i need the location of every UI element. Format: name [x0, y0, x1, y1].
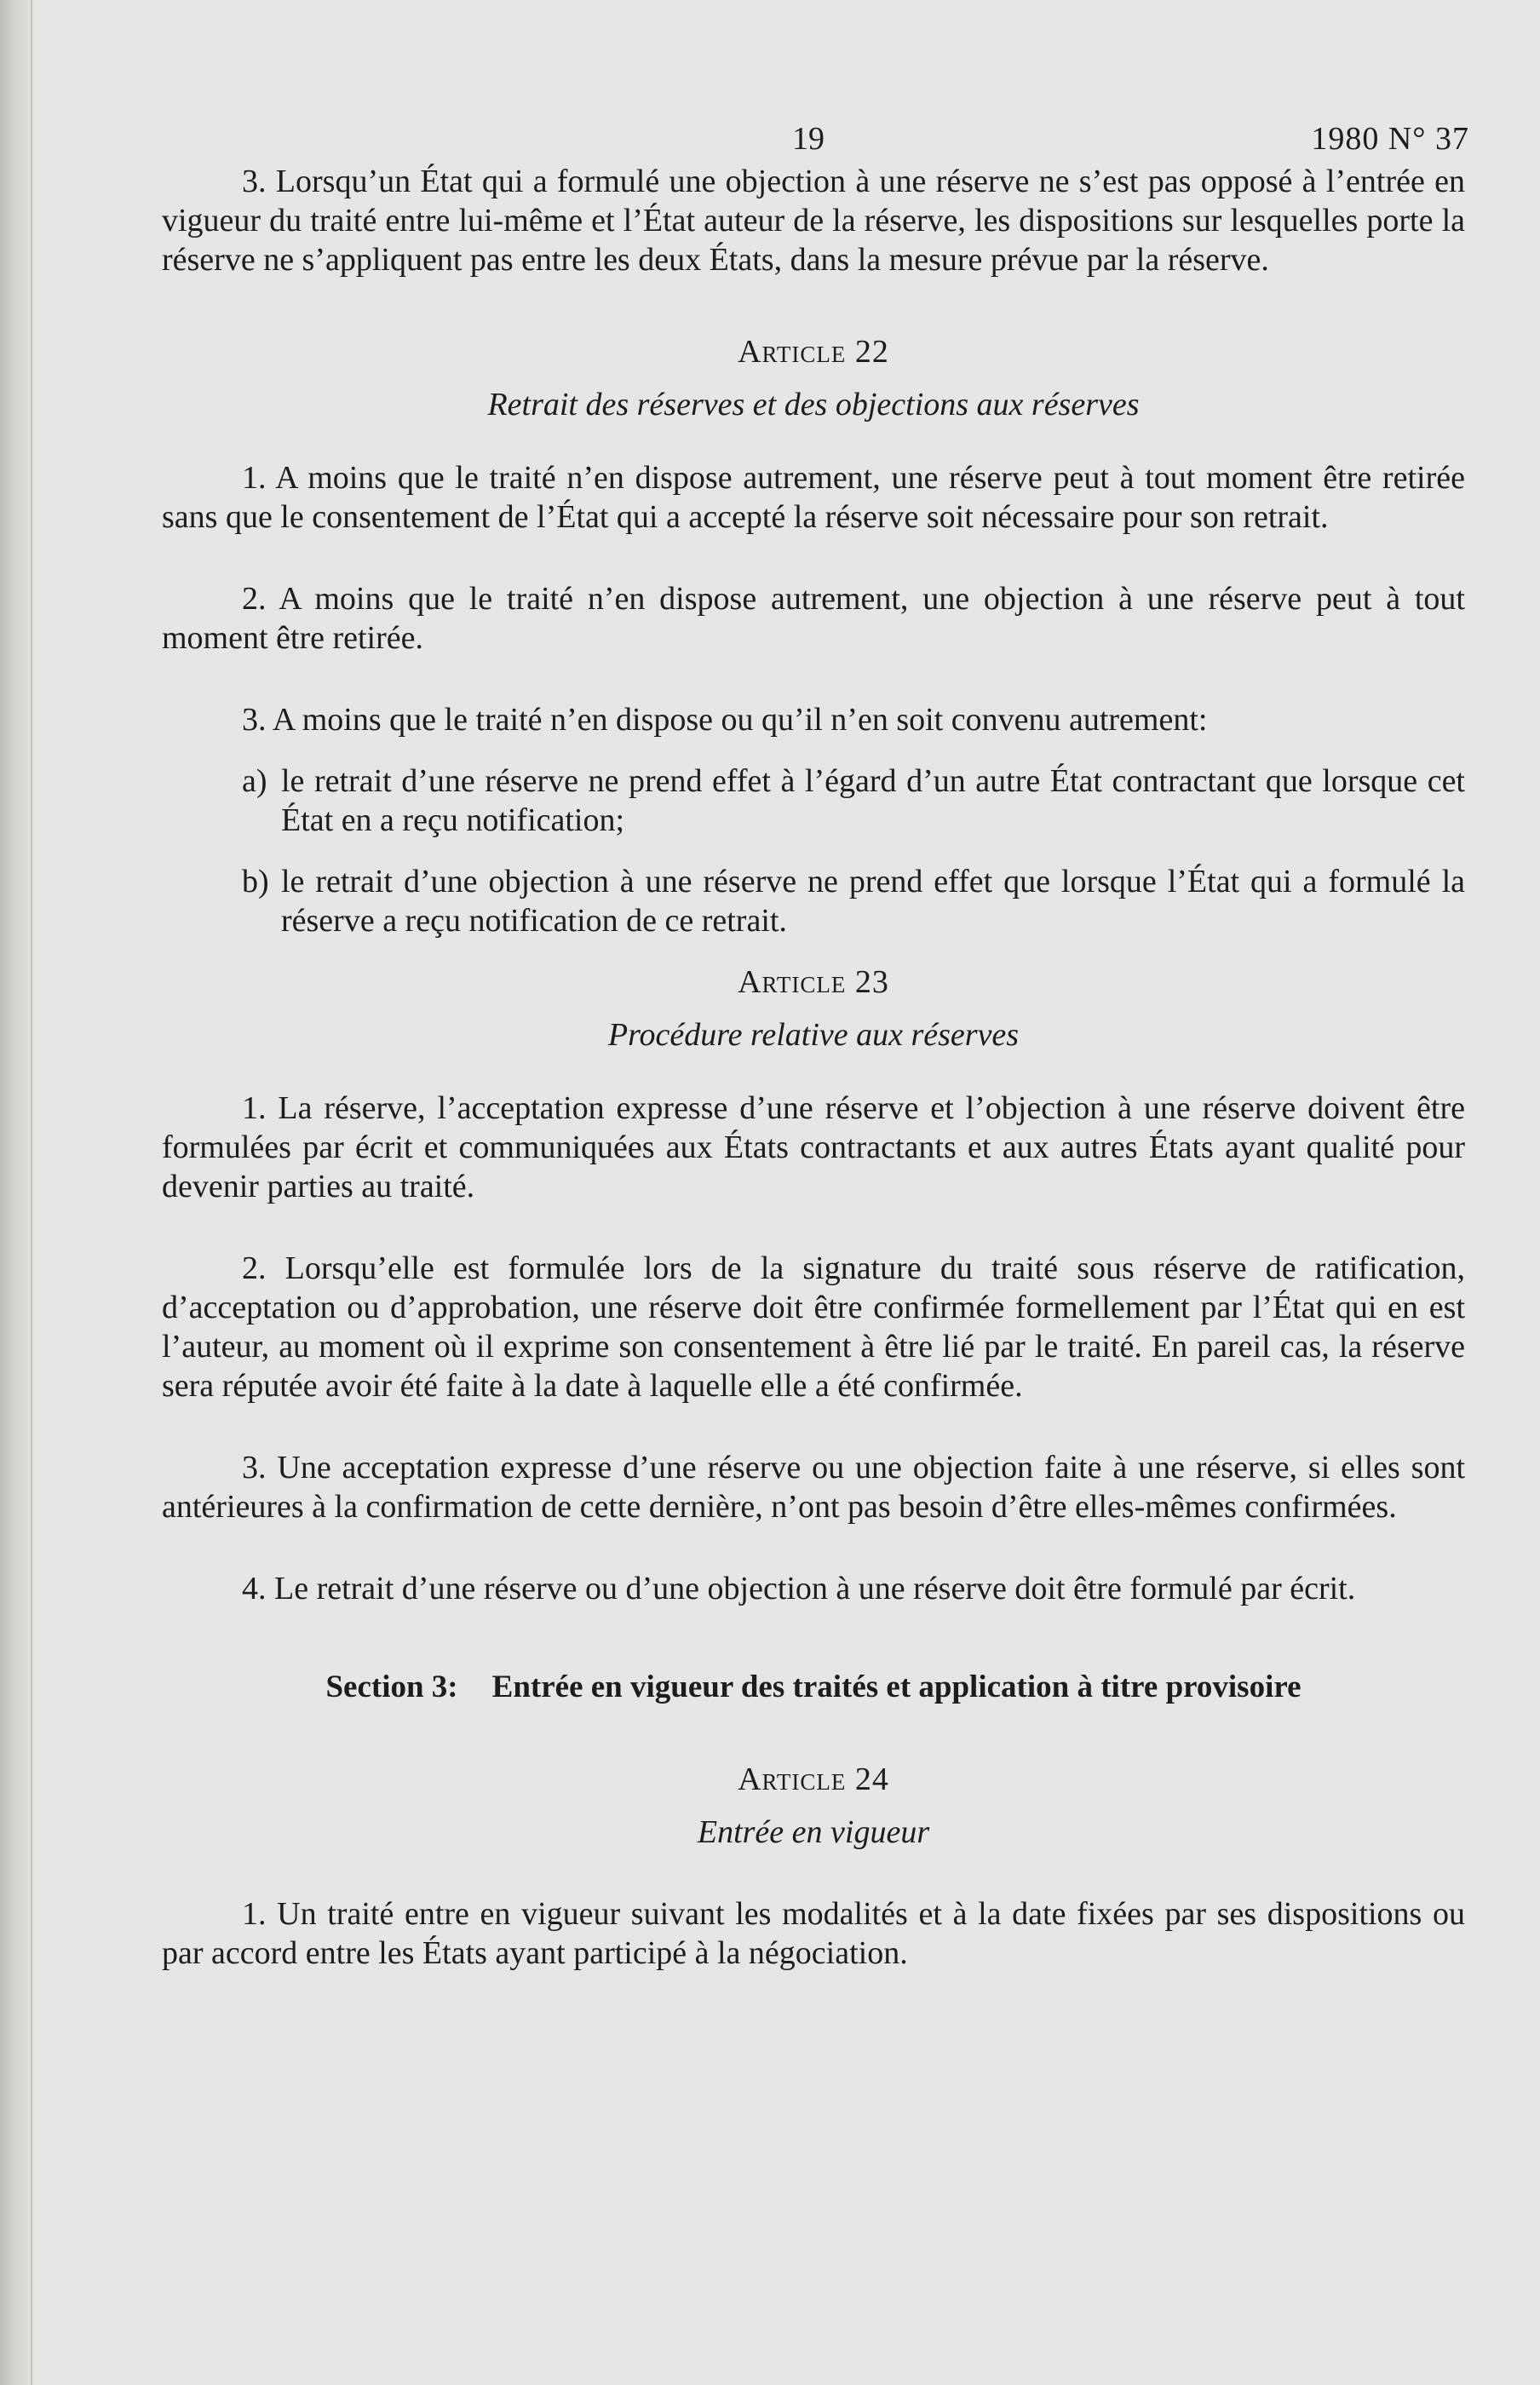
document-page [162, 94, 1469, 1973]
article-24-heading: Article 24 [738, 1761, 889, 1797]
section-3-heading [162, 1668, 1465, 1707]
article-23-paragraph-2: 2. Lorsqu’elle est formulée lors de la signature du traité sous réserve de ratification, d’acceptation ou d’approbation, une réserve doit être confirmée formellement par l’État qui en est l’auteur, au moment où il exprime son consentement à être lié par le traité. En pareil cas, la réserve sera réputée avoir été faite à la date à laquelle elle a été confirmée. [162, 1250, 1465, 1404]
article-23-paragraph-3: 3. Une acceptation expresse d’une réserve ou une objection faite à une réserve, si elles sont antérieures à la confirmation de cette dernière, n’ont pas besoin d’être elles-mêmes confirmées. [162, 1450, 1465, 1525]
page-header [162, 94, 1469, 162]
article-22-paragraph-2: 2. A moins que le traité n’en dispose autrement, une objection à une réserve peut à tout moment être retirée. [162, 581, 1465, 656]
list-item-label: a) [242, 763, 267, 799]
article-23-subtitle: Procédure relative aux réserves [607, 1017, 1020, 1053]
article-23-heading: Article 23 [738, 964, 889, 1000]
list-item-text: le retrait d’une objection à une réserve ne prend effet que lorsque l’État qui a formulé la réserve a reçu notification de ce retrait. [281, 864, 1465, 939]
book-spine-shadow [0, 0, 34, 2385]
list-item [162, 761, 1465, 840]
article-22-paragraph-1: 1. A moins que le traité n’en dispose autrement, une réserve peut à tout moment être retirée sans que le consentement de l’État qui a accepté la réserve soit nécessaire pour son retrait. [162, 460, 1465, 535]
section-title: Entrée en vigueur des traités et application à titre provisoire [491, 1670, 1302, 1704]
article-24-subtitle: Entrée en vigueur [697, 1814, 930, 1850]
section-label: Section 3: [325, 1670, 458, 1704]
document-reference: 1980 N° 37 [1311, 121, 1469, 157]
paragraph-art21-3: 3. Lorsqu’un État qui a formulé une objection à une réserve ne s’est pas opposé à l’entrée en vigueur du traité entre lui-même et l’État auteur de la réserve, les dispositions sur lesquelles porte la réserve ne s’appliquent pas entre les deux États, dans la mesure prévue par la réserve. [162, 164, 1465, 278]
article-22-heading: Article 22 [738, 334, 889, 370]
list-item [162, 862, 1465, 940]
article-22-paragraph-3: 3. A moins que le traité n’en dispose ou qu’il n’en soit convenu autrement: [242, 702, 1208, 738]
article-23-paragraph-4: 4. Le retrait d’une réserve ou d’une objection à une réserve doit être formulé par écrit. [242, 1571, 1356, 1606]
article-23-paragraph-1: 1. La réserve, l’acceptation expresse d’une réserve et l’objection à une réserve doivent être formulées par écrit et communiquées aux États contractants et aux autres États ayant qualité pour devenir parties au traité. [162, 1090, 1465, 1204]
list-item-label: b) [242, 864, 269, 899]
page-number: 19 [792, 121, 825, 157]
spine-edge-line [31, 0, 32, 2385]
article-24-paragraph-1: 1. Un traité entre en vigueur suivant les modalités et à la date fixées par ses dispositions ou par accord entre les États ayant participé à la négociation. [162, 1896, 1465, 1971]
article-22-subtitle: Retrait des réserves et des objections aux réserves [487, 387, 1140, 422]
list-item-text: le retrait d’une réserve ne prend effet à l’égard d’un autre État contractant que lorsque cet État en a reçu notification; [281, 763, 1465, 838]
